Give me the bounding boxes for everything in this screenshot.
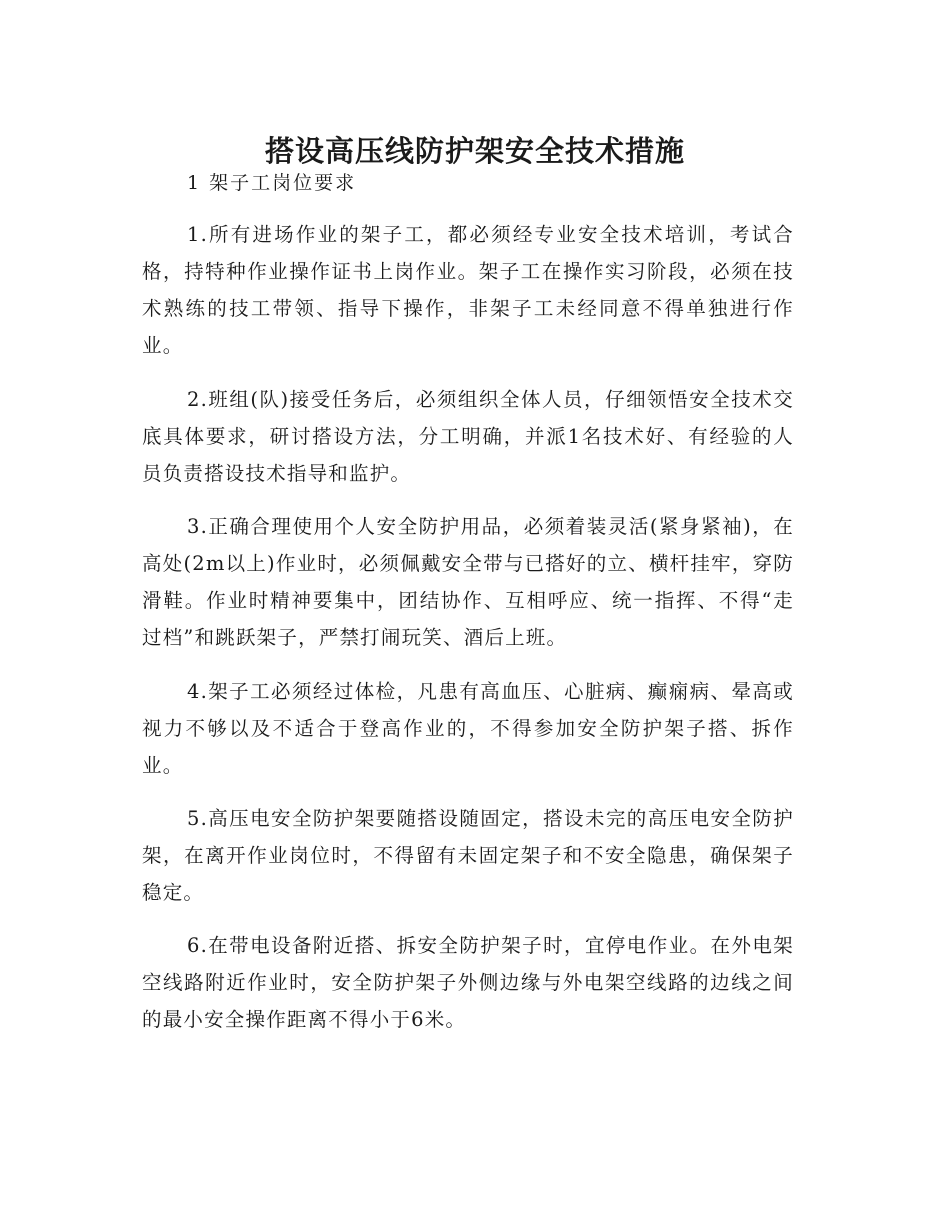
section-heading: 1 架子工岗位要求 xyxy=(187,172,357,194)
paragraph-5: 5.高压电安全防护架要随搭设随固定，搭设未完的高压电安全防护架，在离开作业岗位时，不得留有未固定架子和不安全隐患，确保架子稳定。 xyxy=(142,807,794,904)
paragraph-2: 2.班组(队)接受任务后，必须组织全体人员，仔细领悟安全技术交底具体要求，研讨搭设方法，分工明确，并派1名技术好、有经验的人员负责搭设技术指导和监护。 xyxy=(142,388,794,485)
paragraph-3: 3.正确合理使用个人安全防护用品，必须着装灵活(紧身紧袖)，在高处(2m以上)作业时，必须佩戴安全带与已搭好的立、横杆挂牢，穿防滑鞋。作业时精神要集中，团结协作、互相呼应、统一指挥、不得“走过档”和跳跃架子，严禁打闹玩笑、酒后上班。 xyxy=(142,515,794,649)
paragraph-4: 4.架子工必须经过体检，凡患有高血压、心脏病、癫痫病、晕高或视力不够以及不适合于登高作业的，不得参加安全防护架子搭、拆作业。 xyxy=(142,680,794,777)
document-title: 搭设高压线防护架安全技术措施 xyxy=(264,134,685,169)
paragraph-6: 6.在带电设备附近搭、拆安全防护架子时，宜停电作业。在外电架空线路附近作业时，安全防护架子外侧边缘与外电架空线路的边线之间的最小安全操作距离不得小于6米。 xyxy=(142,934,794,1031)
paragraph-1: 1.所有进场作业的架子工，都必须经专业安全技术培训，考试合格，持特种作业操作证书上岗作业。架子工在操作实习阶段，必须在技术熟练的技工带领、指导下操作，非架子工未经同意不得单独进行作业。 xyxy=(142,223,794,357)
